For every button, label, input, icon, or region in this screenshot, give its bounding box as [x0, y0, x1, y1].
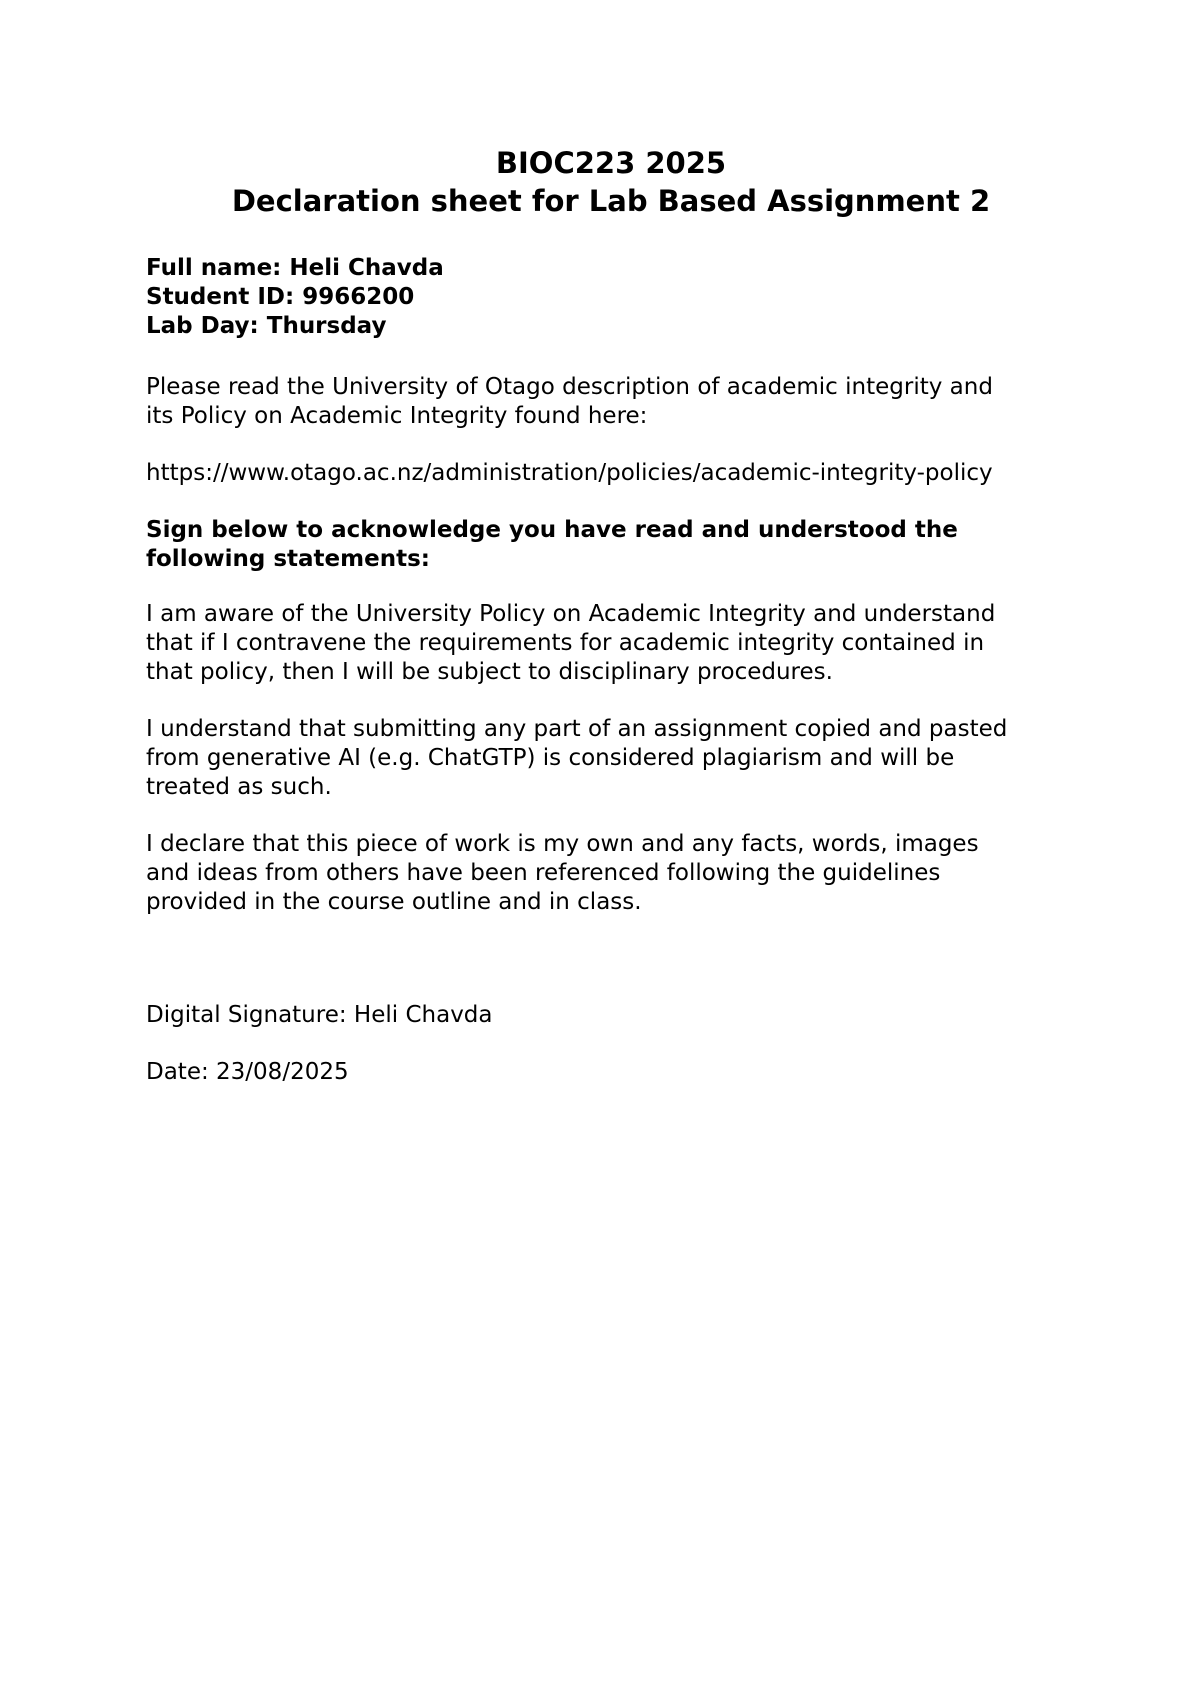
lab-day: Lab Day: Thursday: [146, 313, 387, 339]
policy-url[interactable]: [146, 459, 1076, 488]
document-title: [136, 144, 1086, 220]
full-name: Full name: Heli Chavda: [146, 255, 444, 281]
statement-line: provided in the course outline and in class.: [146, 889, 642, 915]
statement-line: I understand that submitting any part of an assignment copied and pasted: [146, 716, 1008, 742]
statement-line: and ideas from others have been referenced following the guidelines: [146, 860, 941, 886]
statement-line: I am aware of the University Policy on Academic Integrity and understand: [146, 601, 996, 627]
title-course: BIOC223 2025: [495, 146, 727, 180]
signature-date: [146, 1058, 1076, 1087]
digital-signature-text: Digital Signature: Heli Chavda: [146, 1002, 493, 1028]
student-info: [146, 254, 1076, 341]
intro-line: its Policy on Academic Integrity found here:: [146, 403, 648, 429]
title-declaration: Declaration sheet for Lab Based Assignment 2: [231, 184, 991, 218]
statement-generative-ai: [146, 715, 1076, 802]
digital-signature: [146, 1001, 1076, 1030]
sign-heading: [146, 516, 1076, 574]
policy-url-text[interactable]: https://www.otago.ac.nz/administration/policies/academic-integrity-policy: [146, 460, 993, 486]
statement-line: that policy, then I will be subject to disciplinary procedures.: [146, 659, 833, 685]
statement-line: I declare that this piece of work is my own and any facts, words, images: [146, 831, 979, 857]
intro-paragraph: [146, 373, 1076, 431]
sign-heading-line: following statements:: [146, 546, 430, 572]
student-id: Student ID: 9966200: [146, 284, 415, 310]
intro-line: Please read the University of Otago description of academic integrity and: [146, 374, 993, 400]
sign-heading-line: Sign below to acknowledge you have read and understood the: [146, 517, 958, 543]
statement-line: that if I contravene the requirements for academic integrity contained in: [146, 630, 985, 656]
statement-own-work: [146, 830, 1076, 917]
document-content: [146, 144, 1076, 1087]
statement-line: from generative AI (e.g. ChatGTP) is considered plagiarism and will be: [146, 745, 955, 771]
statement-policy-awareness: [146, 600, 1076, 687]
signature-date-text: Date: 23/08/2025: [146, 1059, 349, 1085]
statement-line: treated as such.: [146, 774, 332, 800]
